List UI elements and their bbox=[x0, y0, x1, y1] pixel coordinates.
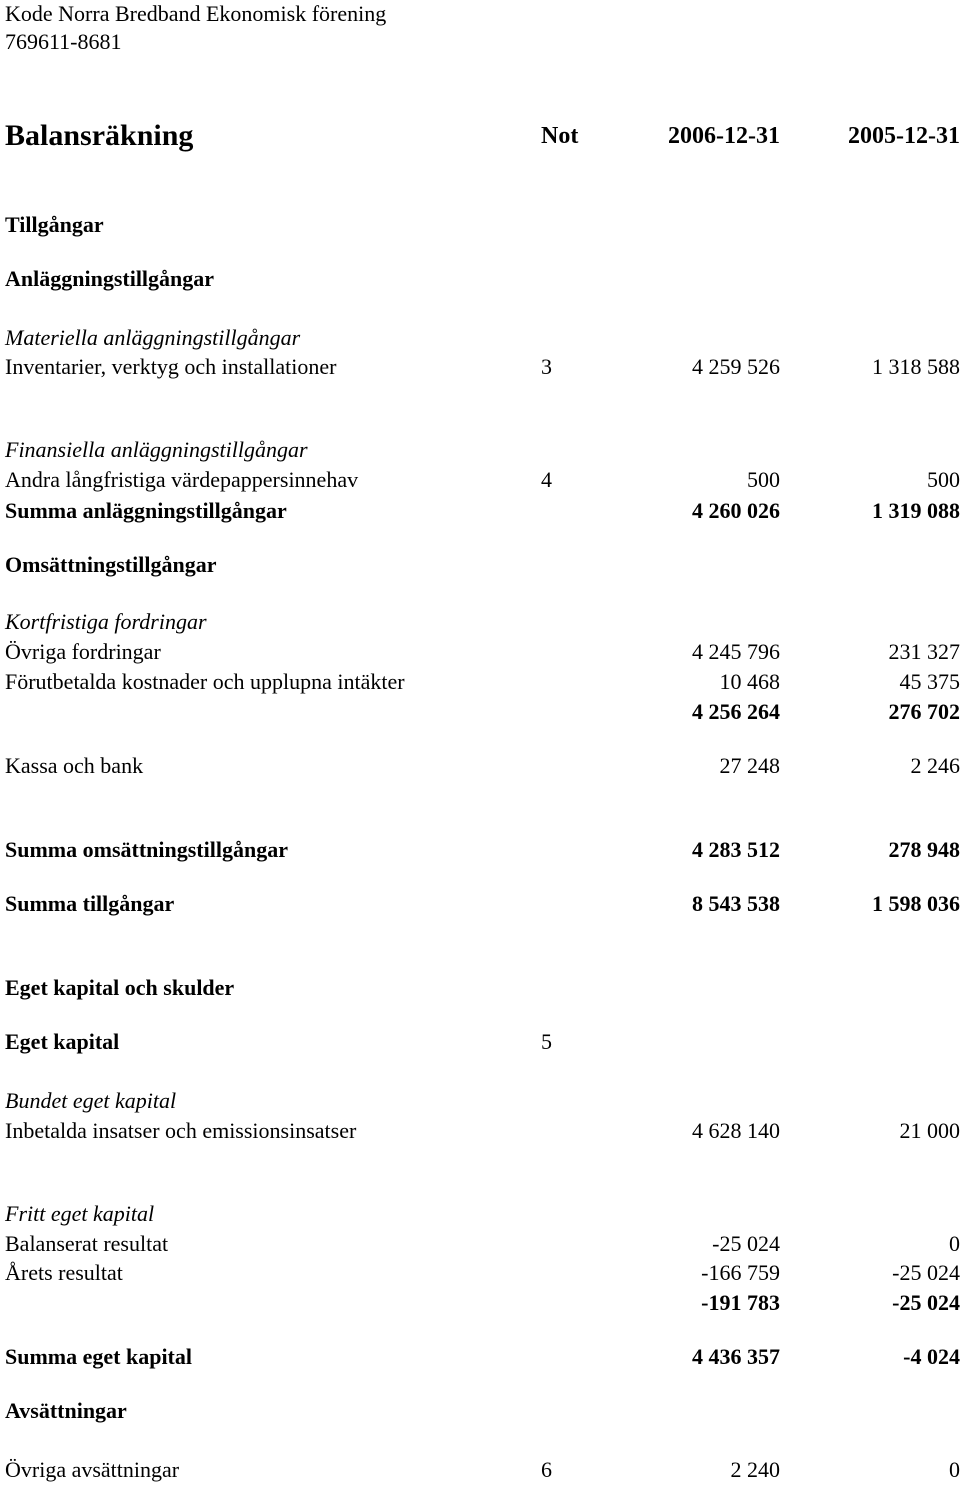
org-name-text: Kode Norra Bredband Ekonomisk förening bbox=[5, 1, 387, 26]
header-org-name bbox=[0, 0, 960, 28]
row-value-2006: -166 759 bbox=[701, 1260, 780, 1285]
row-value-2005: 0 bbox=[949, 1231, 960, 1256]
row-value-2005: 45 375 bbox=[899, 669, 960, 694]
row-label: Eget kapital och skulder bbox=[5, 975, 235, 1000]
table-row bbox=[0, 752, 960, 780]
row-value-2005: 231 327 bbox=[888, 639, 960, 664]
table-row bbox=[0, 265, 960, 293]
row-value-2006: 4 260 026 bbox=[692, 498, 780, 523]
column-header-row bbox=[0, 118, 960, 154]
row-value-2006: 27 248 bbox=[719, 753, 780, 778]
row-value-2005: 21 000 bbox=[899, 1118, 960, 1143]
row-label: Övriga fordringar bbox=[5, 639, 161, 664]
table-row bbox=[0, 1028, 960, 1056]
row-label: Materiella anläggningstillgångar bbox=[5, 325, 301, 350]
row-label: Summa eget kapital bbox=[5, 1344, 192, 1369]
row-label: Övriga avsättningar bbox=[5, 1457, 180, 1482]
table-row bbox=[0, 608, 960, 636]
row-label: Anläggningstillgångar bbox=[5, 266, 215, 291]
table-row bbox=[0, 353, 960, 381]
row-label: Omsättningstillgångar bbox=[5, 552, 217, 577]
org-number-text: 769611-8681 bbox=[5, 29, 122, 54]
row-value-2005: 278 948 bbox=[888, 837, 960, 862]
row-value-2005: 1 319 088 bbox=[872, 498, 960, 523]
row-note: 6 bbox=[541, 1457, 552, 1482]
row-value-2005: 0 bbox=[949, 1457, 960, 1482]
table-row bbox=[0, 974, 960, 1002]
row-value-2006: 4 436 357 bbox=[692, 1344, 780, 1369]
row-value-2006: 4 259 526 bbox=[692, 354, 780, 379]
table-row bbox=[0, 1343, 960, 1371]
row-value-2006: 8 543 538 bbox=[692, 891, 780, 916]
row-value-2005: 2 246 bbox=[910, 753, 960, 778]
row-label: Summa anläggningstillgångar bbox=[5, 498, 287, 523]
row-note: 3 bbox=[541, 354, 552, 379]
row-value-2006: -191 783 bbox=[701, 1290, 780, 1315]
table-row bbox=[0, 1397, 960, 1425]
table-row bbox=[0, 497, 960, 525]
row-value-2005: 276 702 bbox=[888, 699, 960, 724]
column-header-note: Not bbox=[541, 123, 579, 149]
table-row bbox=[0, 836, 960, 864]
row-label: Andra långfristiga värdepappersinnehav bbox=[5, 467, 359, 492]
table-row bbox=[0, 638, 960, 666]
row-label: Bundet eget kapital bbox=[5, 1088, 177, 1113]
row-value-2006: 2 240 bbox=[730, 1457, 780, 1482]
table-row bbox=[0, 1117, 960, 1145]
table-row bbox=[0, 890, 960, 918]
row-value-2005: -4 024 bbox=[903, 1344, 960, 1369]
table-row bbox=[0, 436, 960, 464]
header-org-number bbox=[0, 28, 960, 56]
row-value-2006: 4 256 264 bbox=[692, 699, 780, 724]
table-row bbox=[0, 1200, 960, 1228]
row-value-2005: 1 598 036 bbox=[872, 891, 960, 916]
row-label: Fritt eget kapital bbox=[5, 1201, 155, 1226]
row-label: Årets resultat bbox=[5, 1260, 123, 1285]
row-value-2006: 10 468 bbox=[719, 669, 780, 694]
row-label: Avsättningar bbox=[5, 1398, 127, 1423]
table-row bbox=[0, 1087, 960, 1115]
row-value-2005: 1 318 588 bbox=[872, 354, 960, 379]
row-value-2006: -25 024 bbox=[712, 1231, 780, 1256]
column-header-year2: 2005-12-31 bbox=[848, 123, 960, 149]
row-label: Summa tillgångar bbox=[5, 891, 175, 916]
table-row bbox=[0, 698, 960, 726]
table-row bbox=[0, 1289, 960, 1317]
row-label: Kortfristiga fordringar bbox=[5, 609, 207, 634]
page-title: Balansräkning bbox=[5, 119, 194, 152]
table-row bbox=[0, 324, 960, 352]
row-value-2006: 4 283 512 bbox=[692, 837, 780, 862]
table-row bbox=[0, 466, 960, 494]
row-value-2006: 4 628 140 bbox=[692, 1118, 780, 1143]
row-value-2005: -25 024 bbox=[892, 1260, 960, 1285]
row-label: Inventarier, verktyg och installationer bbox=[5, 354, 337, 379]
row-label: Summa omsättningstillgångar bbox=[5, 837, 288, 862]
table-row bbox=[0, 211, 960, 239]
row-label: Eget kapital bbox=[5, 1029, 120, 1054]
table-row bbox=[0, 1456, 960, 1484]
row-label: Förutbetalda kostnader och upplupna intäkter bbox=[5, 669, 405, 694]
row-label: Tillgångar bbox=[5, 212, 104, 237]
table-row bbox=[0, 1230, 960, 1258]
row-value-2006: 500 bbox=[747, 467, 780, 492]
table-row bbox=[0, 668, 960, 696]
row-note: 4 bbox=[541, 467, 552, 492]
row-value-2005: -25 024 bbox=[892, 1290, 960, 1315]
table-row bbox=[0, 1259, 960, 1287]
row-value-2006: 4 245 796 bbox=[692, 639, 780, 664]
row-label: Inbetalda insatser och emissionsinsatser bbox=[5, 1118, 357, 1143]
table-row bbox=[0, 551, 960, 579]
row-label: Finansiella anläggningstillgångar bbox=[5, 437, 308, 462]
row-label: Kassa och bank bbox=[5, 753, 144, 778]
row-value-2005: 500 bbox=[927, 467, 960, 492]
row-label: Balanserat resultat bbox=[5, 1231, 169, 1256]
column-header-year1: 2006-12-31 bbox=[668, 123, 780, 149]
row-note: 5 bbox=[541, 1029, 552, 1054]
